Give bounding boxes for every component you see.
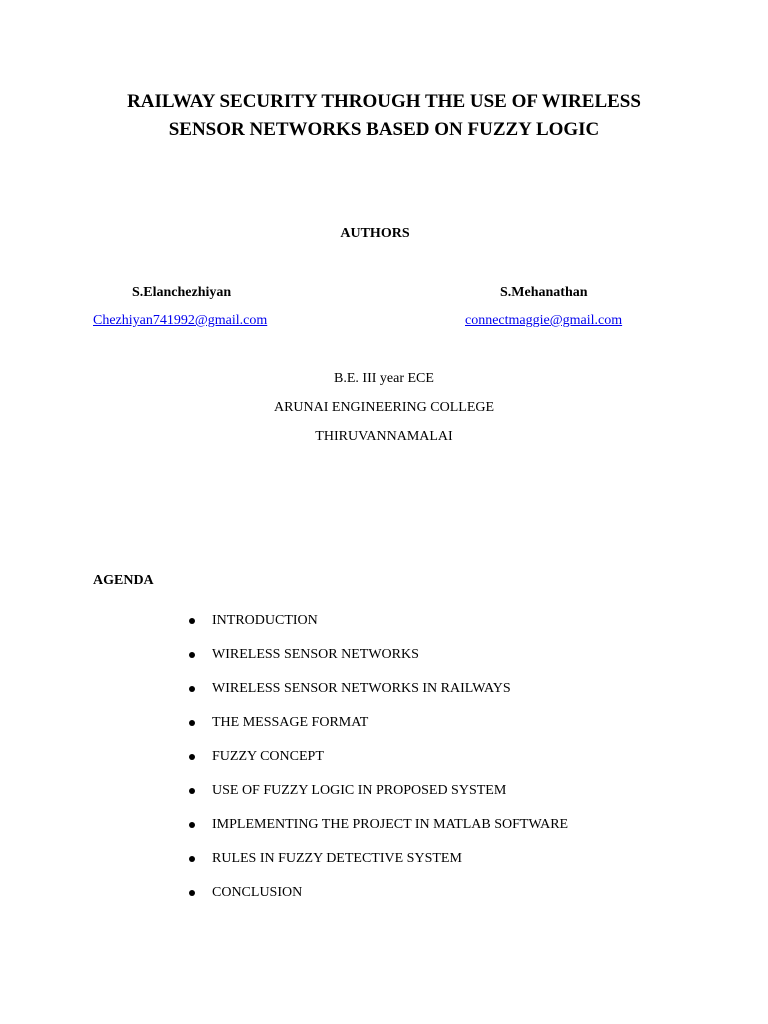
agenda-item xyxy=(186,672,568,706)
bullet-icon xyxy=(189,890,195,896)
agenda-item-label: THE MESSAGE FORMAT xyxy=(212,715,369,730)
college-city: THIRUVANNAMALAI xyxy=(315,429,453,444)
course-info: B.E. III year ECE xyxy=(334,371,434,386)
author-email-1[interactable]: Chezhiyan741992@gmail.com xyxy=(93,313,268,328)
bullet-icon xyxy=(189,856,195,862)
agenda-item-label: FUZZY CONCEPT xyxy=(212,749,324,764)
agenda-item-label: WIRELESS SENSOR NETWORKS IN RAILWAYS xyxy=(212,681,511,696)
title-line-2: SENSOR NETWORKS BASED ON FUZZY LOGIC xyxy=(168,119,600,140)
bullet-icon xyxy=(189,686,195,692)
bullet-icon xyxy=(189,754,195,760)
bullet-icon xyxy=(189,822,195,828)
agenda-item xyxy=(186,604,568,638)
agenda-item xyxy=(186,774,568,808)
agenda-item-label: RULES IN FUZZY DETECTIVE SYSTEM xyxy=(212,851,462,866)
author-name-1: S.Elanchezhiyan xyxy=(132,285,232,300)
agenda-item-label: CONCLUSION xyxy=(212,885,303,900)
agenda-item xyxy=(186,842,568,876)
agenda-item xyxy=(186,706,568,740)
bullet-icon xyxy=(189,720,195,726)
agenda-item xyxy=(186,876,568,910)
college-name: ARUNAI ENGINEERING COLLEGE xyxy=(273,400,495,415)
authors-heading: AUTHORS xyxy=(340,226,410,241)
agenda-item xyxy=(186,638,568,672)
author-email-2[interactable]: connectmaggie@gmail.com xyxy=(465,313,623,328)
title-line-1: RAILWAY SECURITY THROUGH THE USE OF WIRELESS xyxy=(127,91,641,112)
agenda-heading: AGENDA xyxy=(93,573,154,588)
agenda-item-label: WIRELESS SENSOR NETWORKS xyxy=(212,647,419,662)
agenda-item-label: INTRODUCTION xyxy=(212,613,318,628)
author-name-2: S.Mehanathan xyxy=(500,285,588,300)
document-title xyxy=(0,88,768,144)
agenda-item-label: IMPLEMENTING THE PROJECT IN MATLAB SOFTWARE xyxy=(212,817,569,832)
bullet-icon xyxy=(189,652,195,658)
bullet-icon xyxy=(189,618,195,624)
bullet-icon xyxy=(189,788,195,794)
agenda-list xyxy=(186,604,568,910)
agenda-item-label: USE OF FUZZY LOGIC IN PROPOSED SYSTEM xyxy=(212,783,507,798)
agenda-item xyxy=(186,808,568,842)
agenda-item xyxy=(186,740,568,774)
